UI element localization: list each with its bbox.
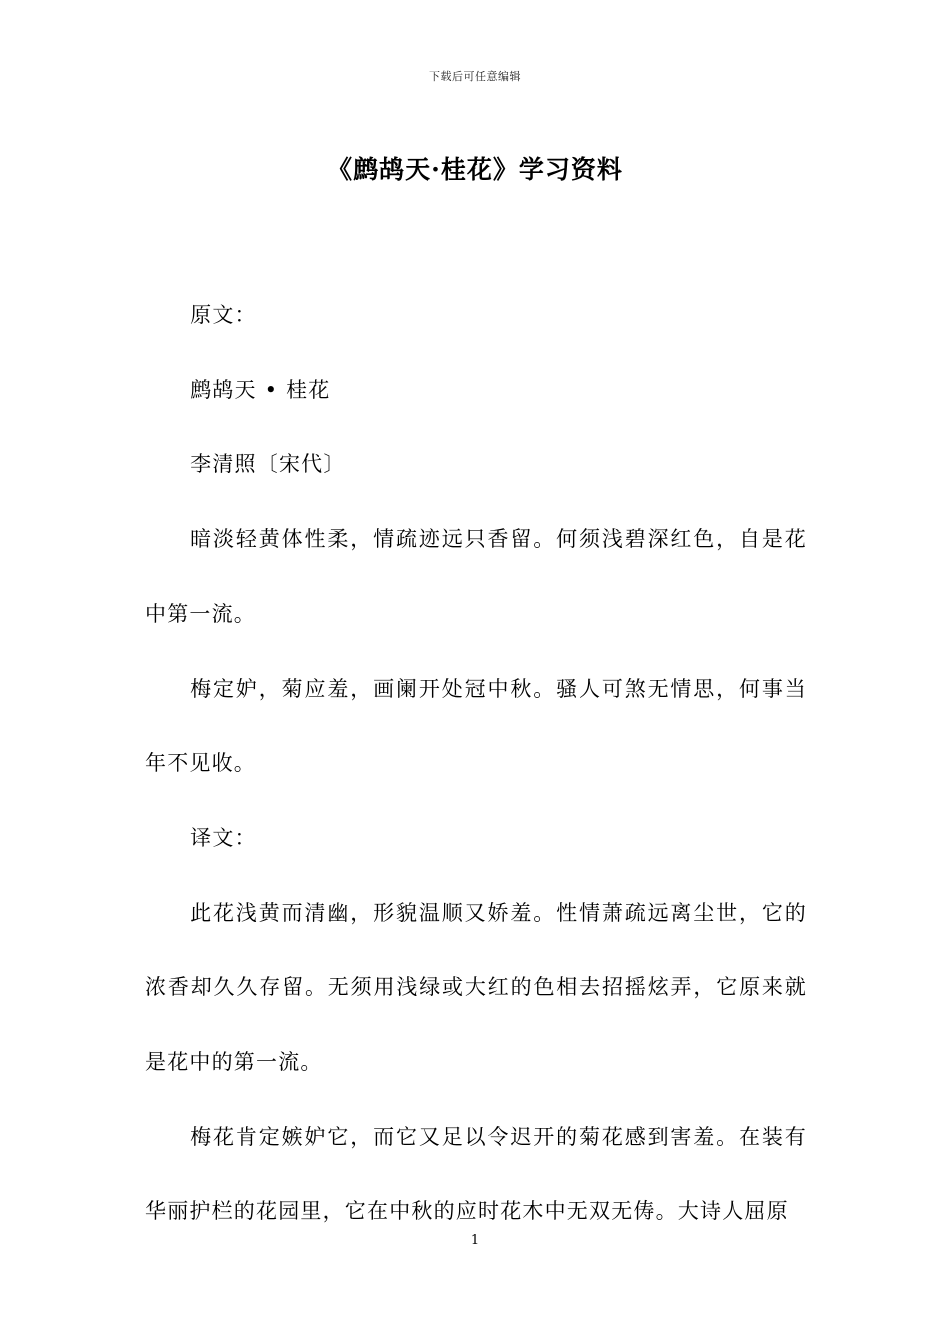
section-label-translation: 译文： [190,825,257,850]
header-note: 下载后可任意编辑 [429,70,521,83]
poem-stanza-1: 暗淡轻黄体性柔，情疏迹远只香留。何须浅碧深红色，自是花中第一流。 [145,527,807,626]
poem-title: 鹧鸪天 • 桂花 [190,377,331,402]
document-title: 《鹧鸪天·桂花》学习资料 [327,155,623,184]
poem-stanza-2: 梅定妒，菊应羞，画阑开处冠中秋。骚人可煞无情思，何事当年不见收。 [145,676,807,776]
document-body [145,278,807,1249]
translation-paragraph-2: 梅花肯定嫉妒它，而它又足以令迟开的菊花感到害羞。在装有华丽护栏的花园里，它在中秋的应时花木中无双无俦。大诗人屈原 [145,1124,807,1224]
section-label-original: 原文： [190,303,257,327]
poem-author: 李清照〔宋代〕 [190,452,346,477]
page-number: 1 [470,1233,480,1248]
translation-paragraph-1: 此花浅黄而清幽，形貌温顺又娇羞。性情萧疏远离尘世，它的浓香却久久存留。无须用浅绿或大红的色相去招摇炫弄，它原来就是花中的第一流。 [145,900,807,1075]
